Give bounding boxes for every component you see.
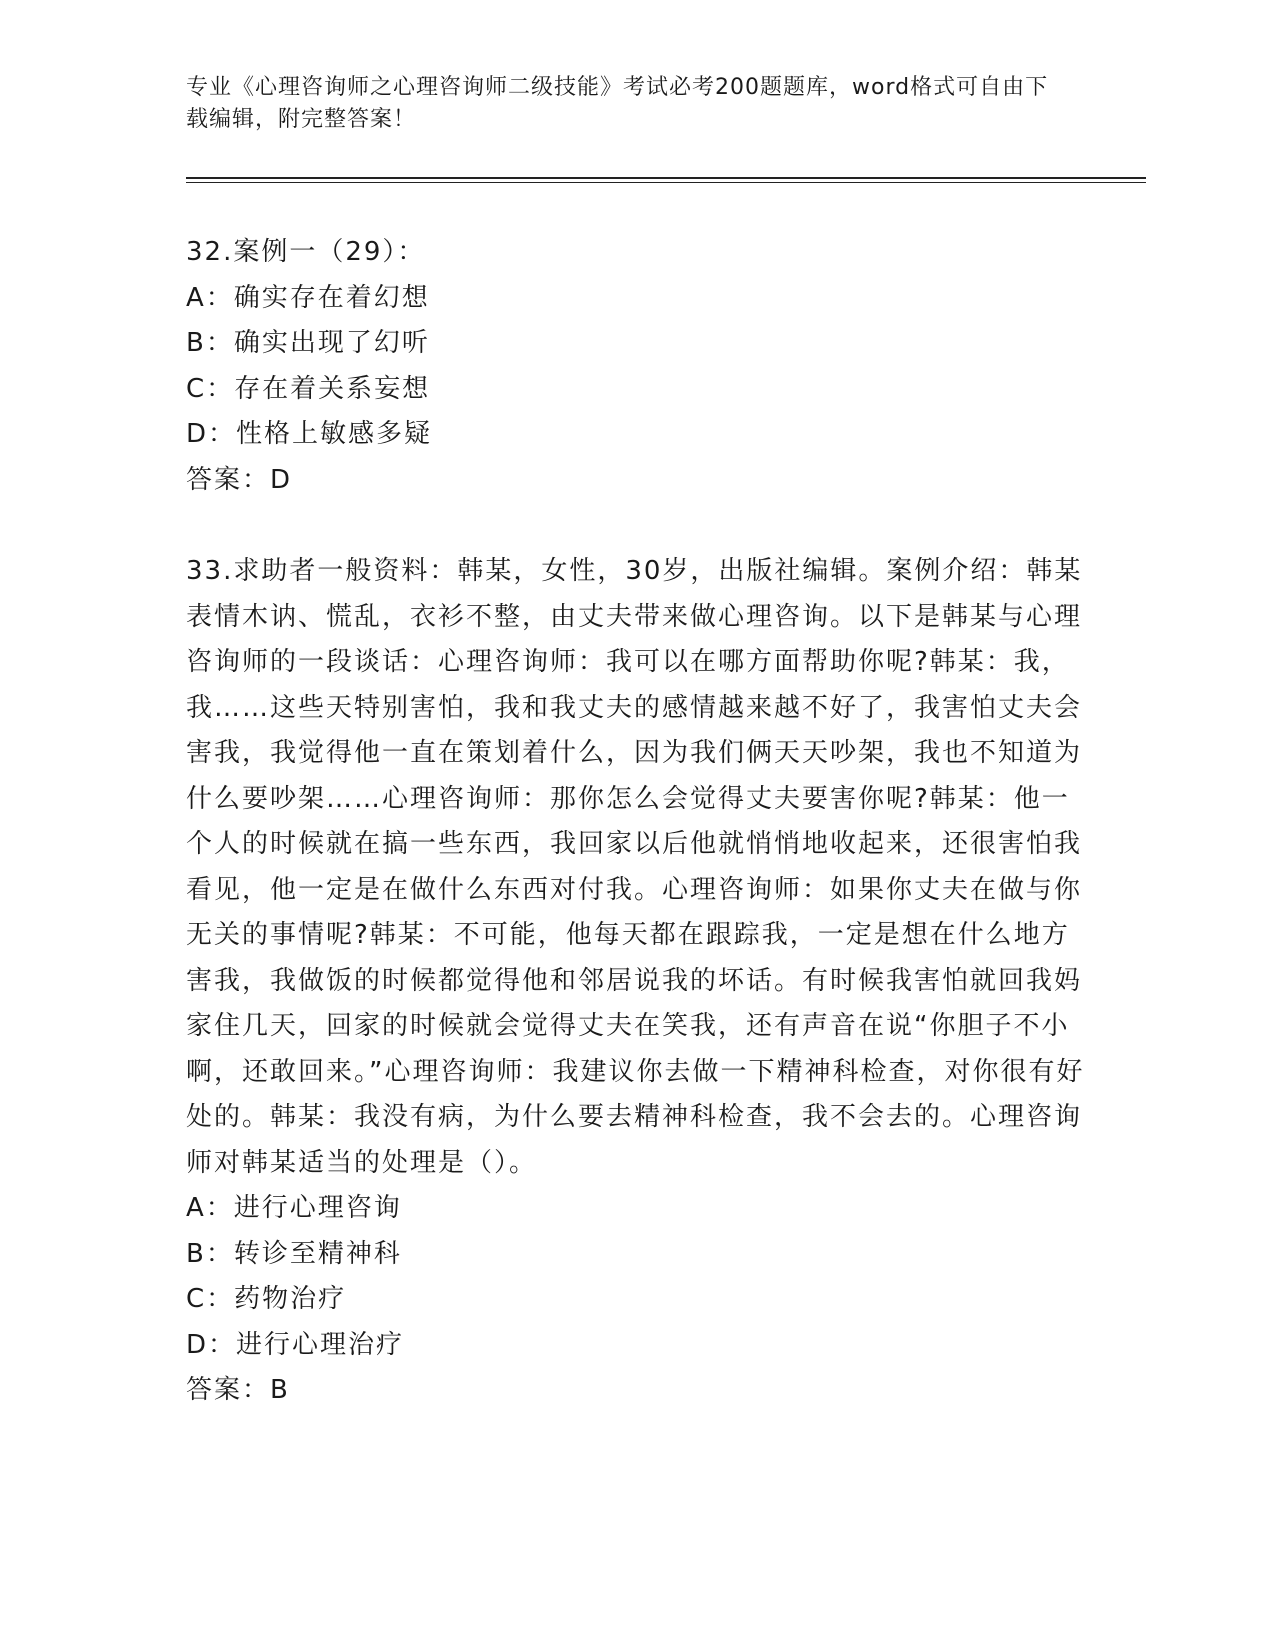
question-list: [186, 230, 1086, 1414]
option-b: B：确实出现了幻听: [186, 328, 430, 358]
question-32: [186, 230, 1086, 503]
option-a: A：确实存在着幻想: [186, 282, 430, 313]
document-header: 专业《心理咨询师之心理咨询师二级技能》考试必考200题题库，word格式可自由下载编辑，附完整答案！: [186, 75, 1049, 132]
header-divider-thick: [186, 177, 1146, 179]
option-c: C：存在着关系妄想: [186, 373, 431, 404]
option-d: D：进行心理治疗: [186, 1329, 405, 1360]
option-d: D：性格上敏感多疑: [186, 419, 433, 449]
answer-line: 答案：D: [186, 464, 293, 495]
question-33: [186, 549, 1086, 1414]
header-divider-thin: [186, 182, 1146, 183]
answer-line: 答案：B: [186, 1375, 290, 1405]
option-c: C：药物治疗: [186, 1284, 347, 1314]
option-a: A：进行心理咨询: [186, 1193, 402, 1223]
question-spacer: [186, 503, 1086, 549]
question-stem: 33.求助者一般资料：韩某，女性，30岁，出版社编辑。案例介绍：韩某表情木讷、慌乱，衣衫不整，由丈夫带来做心理咨询。以下是韩某与心理咨询师的一段谈话：心理咨询师：我可以在哪方面帮助你呢?韩某：我，我……这些天特别害怕，我和我丈夫的感情越来越不好了，我害怕丈夫会害我，我觉得他一直在策划着什么，因为我们俩天天吵架，我也不知道为什么要吵架……心理咨询师：那你怎么会觉得丈夫要害你呢?韩某：他一个人的时候就在搞一些东西，我回家以后他就悄悄地收起来，还很害怕我看见，他一定是在做什么东西对付我。心理咨询师：如果你丈夫在做与你无关的事情呢?韩某：不可能，他每天都在跟踪我，一定是想在什么地方害我，我做饭的时候都觉得他和邻居说我的坏话。有时候我害怕就回我妈家住几天，回家的时候就会觉得丈夫在笑我，还有声音在说“你胆子不小啊，还敢回来。”心理咨询师：我建议你去做一下精神科检查，对你很有好处的。韩某：我没有病，为什么要去精神科检查，我不会去的。心理咨询师对韩某适当的处理是（）。: [186, 556, 1085, 1178]
option-b: B：转诊至精神科: [186, 1238, 402, 1269]
question-stem: 32.案例一（29）：: [186, 237, 426, 267]
